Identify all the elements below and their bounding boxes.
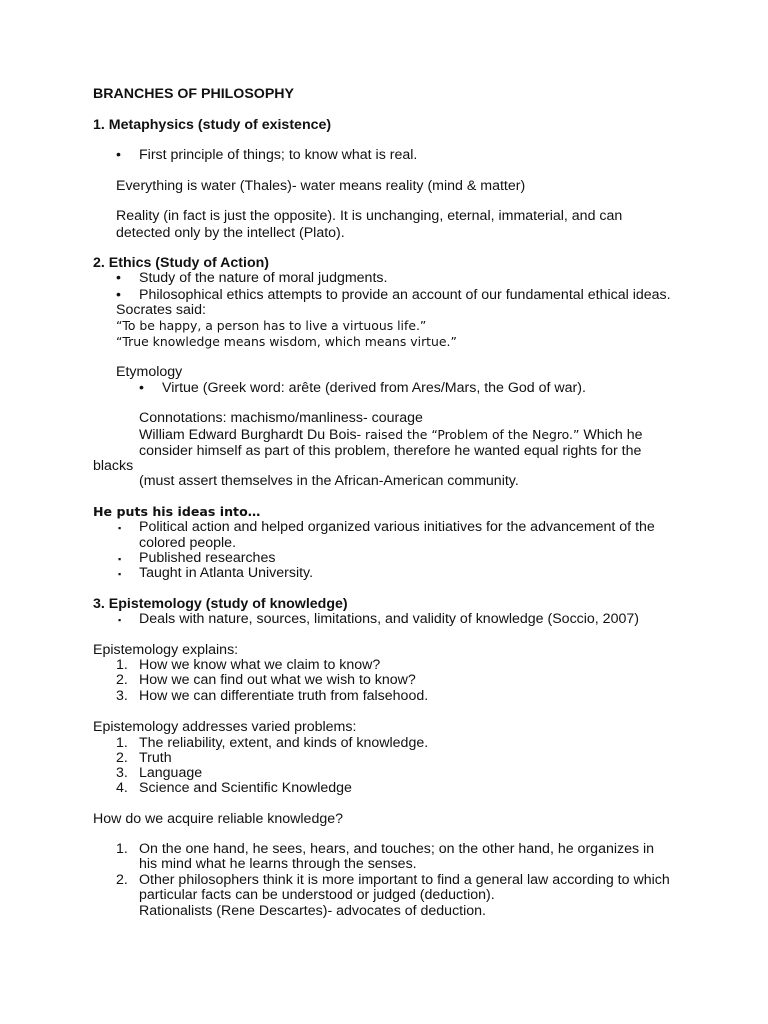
paragraph: (must assert themselves in the African-American community. [139, 473, 519, 489]
list-item: Political action and helped organized various initiatives for the advancement of the [139, 519, 655, 535]
bullet-marker: • [139, 380, 144, 396]
paragraph: Reality (in fact is just the opposite). It is unchanging, eternal, immaterial, and can [116, 208, 623, 224]
bullet-marker: • [116, 147, 121, 163]
bullet-marker: • [116, 287, 121, 303]
list-number: 1. [116, 735, 128, 751]
list-item: Published researches [139, 550, 276, 566]
text-run: Which he [579, 427, 643, 443]
list-item: Philosophical ethics attempts to provide an account of our fundamental ethical ideas. [139, 287, 671, 303]
list-item: How we can find out what we wish to know? [139, 672, 416, 688]
list-item: Deals with nature, sources, limitations, and validity of knowledge (Soccio, 2007) [139, 611, 639, 627]
paragraph: blacks [93, 458, 134, 474]
bullet-marker: ▪ [118, 569, 122, 579]
list-item: Truth [139, 750, 172, 766]
section-heading-ethics: 2. Ethics (Study of Action) [93, 255, 270, 271]
list-number: 2. [116, 750, 128, 766]
list-item: Taught in Atlanta University. [139, 565, 314, 581]
section-heading-ideas: He puts his ideas into… [93, 504, 261, 519]
paragraph: Connotations: machismo/manliness- courage [139, 410, 423, 426]
list-number: 3. [116, 765, 128, 781]
paragraph [139, 427, 643, 443]
paragraph: consider himself as part of this problem, therefore he wanted equal rights for the [139, 443, 642, 459]
list-number: 3. [116, 688, 128, 704]
text-run: William Edward Burghardt Du Bois [139, 427, 357, 443]
section-heading-metaphysics: 1. Metaphysics (study of existence) [93, 117, 332, 133]
bullet-marker: ▪ [118, 523, 122, 533]
list-item: Virtue (Greek word: arête (derived from Ares/Mars, the God of war). [162, 380, 586, 396]
list-item: On the one hand, he sees, hears, and touches; on the other hand, he organizes in [139, 841, 655, 857]
page-title: BRANCHES OF PHILOSOPHY [93, 86, 295, 102]
paragraph: Etymology [116, 364, 183, 380]
list-item: colored people. [139, 535, 237, 551]
list-item: Language [139, 765, 203, 781]
paragraph: Everything is water (Thales)- water means reality (mind & matter) [116, 178, 526, 194]
list-number: 1. [116, 841, 128, 857]
list-item: Science and Scientific Knowledge [139, 780, 352, 796]
list-item: particular facts can be understood or judged (deduction). [139, 887, 495, 903]
list-item: How we know what we claim to know? [139, 657, 381, 673]
list-number: 2. [116, 672, 128, 688]
list-item: The reliability, extent, and kinds of knowledge. [139, 735, 429, 751]
list-item: Rationalists (Rene Descartes)- advocates of deduction. [139, 903, 486, 919]
bullet-marker: ▪ [118, 615, 122, 625]
paragraph: How do we acquire reliable knowledge? [93, 811, 344, 827]
paragraph: Socrates said: [116, 302, 206, 318]
list-number: 1. [116, 657, 128, 673]
list-number: 2. [116, 872, 128, 888]
paragraph: Epistemology addresses varied problems: [93, 719, 357, 735]
section-heading-epistemology: 3. Epistemology (study of knowledge) [93, 596, 348, 612]
paragraph: detected only by the intellect (Plato). [116, 225, 345, 241]
list-item: Study of the nature of moral judgments. [139, 270, 388, 286]
bullet-marker: • [116, 270, 121, 286]
text-run: - raised the “Problem of the Negro.” [356, 427, 580, 442]
list-item: How we can differentiate truth from falsehood. [139, 688, 429, 704]
list-number: 4. [116, 780, 128, 796]
quote: “To be happy, a person has to live a virtuous life.” [116, 318, 427, 333]
list-item: First principle of things; to know what is real. [139, 147, 418, 163]
list-item: his mind what he learns through the senses. [139, 856, 417, 872]
quote: “True knowledge means wisdom, which means virtue.” [116, 334, 457, 349]
paragraph: Epistemology explains: [93, 642, 239, 658]
bullet-marker: ▪ [118, 554, 122, 564]
list-item: Other philosophers think it is more important to find a general law according to which [139, 872, 670, 888]
